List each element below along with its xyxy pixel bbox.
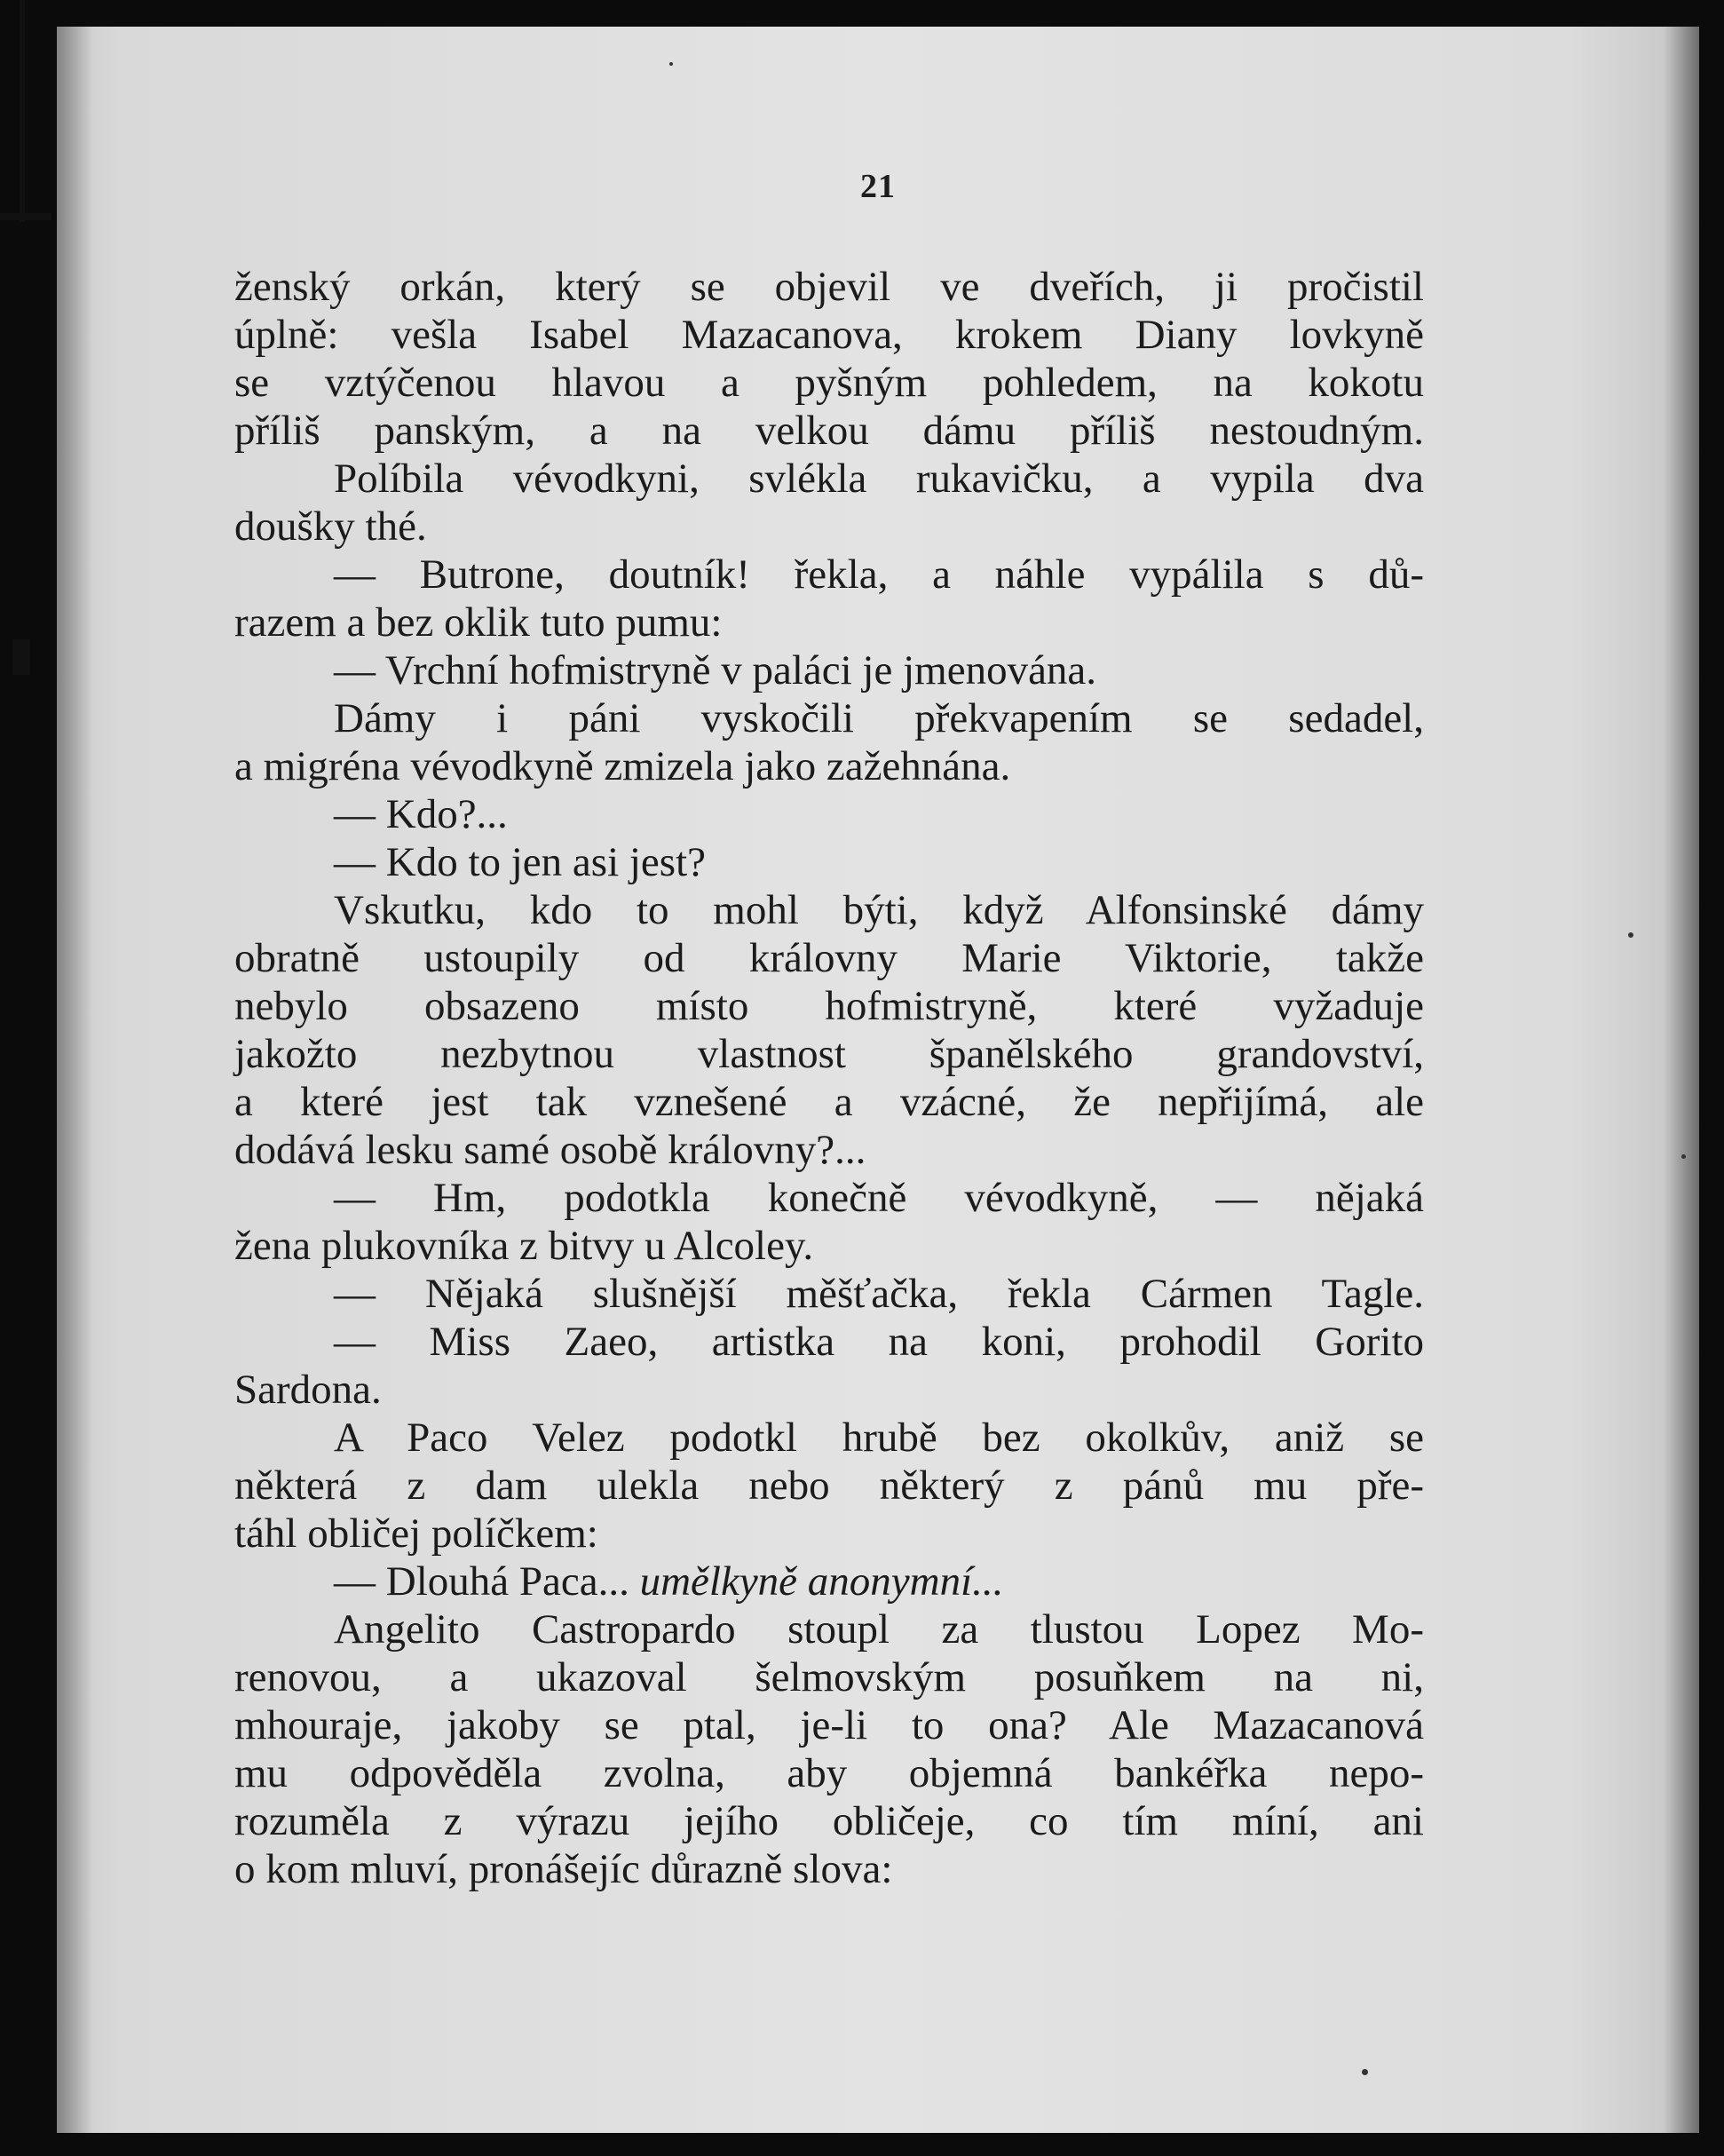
text-line-19: dodává lesku samé osobě královny?... xyxy=(234,1127,866,1173)
text-line-28 xyxy=(234,1558,1424,1605)
body-text xyxy=(234,263,1424,1893)
text-line-1: ženský orkán, který se objevil ve dveřích, ji pročistil xyxy=(234,264,1424,310)
text-line-8: razem a bez oklik tuto pumu: xyxy=(234,599,723,646)
book-page xyxy=(57,27,1699,2133)
text-line-4: příliš panským, a na velkou dámu příliš nestoudným. xyxy=(234,408,1424,454)
text-line-21: žena plukovníka z bitvy u Alcoley. xyxy=(234,1223,814,1269)
text-line-18: a které jest tak vznešené a vzácné, že nepřijímá, ale xyxy=(234,1079,1424,1125)
text-line-23: — Miss Zaeo, artistka na koni, prohodil Gorito xyxy=(334,1319,1424,1365)
spine-mark xyxy=(12,639,30,675)
text-line-28-italic: umělkyně anonymní... xyxy=(639,1558,1004,1605)
right-edge-shadow xyxy=(1664,27,1699,2133)
text-line-17: jakožto nezbytnou vlastnost španělského grandovství, xyxy=(234,1031,1424,1077)
text-line-20: — Hm, podotkla konečně vévodkyně, — nějaká xyxy=(334,1175,1424,1221)
left-edge-shadow xyxy=(57,27,92,2133)
text-line-22: — Nějaká slušnější měšťačka, řekla Cármen Tagle. xyxy=(334,1271,1424,1317)
text-line-10: Dámy i páni vyskočili překvapením se sedadel, xyxy=(334,695,1424,741)
text-line-27: táhl obličej políčkem: xyxy=(234,1510,598,1557)
text-line-29: Angelito Castropardo stoupl za tlustou Lopez Mo- xyxy=(334,1606,1424,1653)
spine-mark xyxy=(20,0,25,222)
spine-mark xyxy=(0,213,51,220)
text-line-28-roman: — Dlouhá Paca... xyxy=(334,1558,640,1605)
text-line-6: doušky thé. xyxy=(234,503,427,550)
text-line-7: — Butrone, doutník! řekla, a náhle vypálila s dů- xyxy=(334,551,1424,598)
text-line-5: Políbila vévodkyni, svlékla rukavičku, a vypila dva xyxy=(334,456,1424,502)
text-line-11: a migréna vévodkyně zmizela jako zažehnána. xyxy=(234,743,1011,789)
dust-speck xyxy=(669,62,673,66)
text-line-3: se vztýčenou hlavou a pyšným pohledem, na kokotu xyxy=(234,360,1424,406)
text-line-33: rozuměla z výrazu jejího obličeje, co tím míní, ani xyxy=(234,1798,1424,1844)
dust-speck xyxy=(1681,1154,1686,1159)
text-line-15: obratně ustoupily od královny Marie Viktorie, takže xyxy=(234,935,1424,981)
text-line-34: o kom mluví, pronášejíc důrazně slova: xyxy=(234,1846,893,1892)
text-line-24: Sardona. xyxy=(234,1367,382,1413)
text-line-31: mhouraje, jakoby se ptal, je-li to ona? Ale Mazacanová xyxy=(234,1702,1424,1748)
text-line-25: A Paco Velez podotkl hrubě bez okolkův, aniž se xyxy=(334,1415,1424,1461)
dust-speck xyxy=(1628,932,1633,938)
page-number: 21 xyxy=(860,168,896,205)
text-line-13: — Kdo to jen asi jest? xyxy=(334,839,707,885)
text-line-12: — Kdo?... xyxy=(334,791,508,837)
text-line-26: některá z dam ulekla nebo některý z pánů mu pře- xyxy=(234,1462,1424,1509)
text-line-32: mu odpověděla zvolna, aby objemná bankéřka nepo- xyxy=(234,1750,1424,1796)
text-line-16: nebylo obsazeno místo hofmistryně, které vyžaduje xyxy=(234,983,1424,1029)
text-line-14: Vskutku, kdo to mohl býti, když Alfonsinské dámy xyxy=(334,887,1424,933)
dust-speck xyxy=(1362,2069,1368,2075)
text-line-9: — Vrchní hofmistryně v paláci je jmenována. xyxy=(334,647,1097,694)
text-line-2: úplně: vešla Isabel Mazacanova, krokem Diany lovkyně xyxy=(234,312,1424,358)
text-line-30: renovou, a ukazoval šelmovským posuňkem na ni, xyxy=(234,1654,1424,1700)
